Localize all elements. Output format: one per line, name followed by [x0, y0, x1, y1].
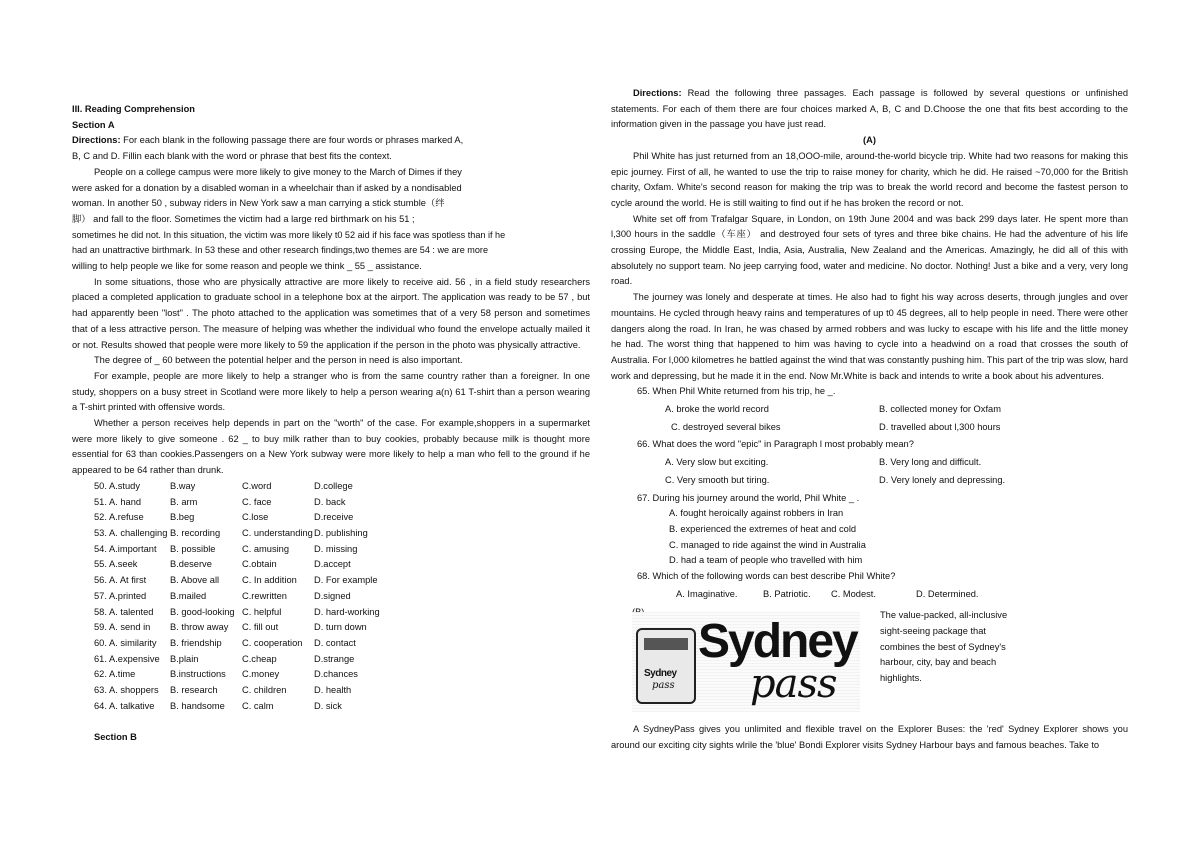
option: B. good-looking — [170, 606, 235, 617]
option: C. children — [242, 685, 287, 696]
cloze-options — [94, 479, 404, 715]
option-row — [94, 620, 404, 636]
option-row — [94, 652, 404, 668]
option: 53. A. challenging — [94, 527, 168, 538]
sydney-pass-block — [611, 608, 1128, 714]
option: B. handsome — [170, 700, 225, 711]
option: D. sick — [314, 700, 342, 711]
right-column — [611, 86, 1128, 754]
option: B. Above all — [170, 575, 220, 586]
option: C.money — [242, 669, 280, 680]
question-65 — [637, 384, 1128, 437]
option: D.college — [314, 480, 353, 491]
option: B.beg — [170, 512, 195, 523]
option: C. fill out — [242, 622, 279, 633]
passage-paragraph: White set off from Trafalgar Square, in London, on 19th June 2004 and was back 299 days later. He spent more than l,300 hours in the saddle（车座） and destroyed four sets of tyres and three bike chains. He had the adventure of his life crossing Europe, the Middle East, India, Asia, Australia, New Zealand and the Americas. Amazingly, he did all of this with absolutely no support team. No jeep carrying food, water and medicine. No doctor. Nothing! Just a bike and a very, very long road. — [611, 213, 1128, 287]
option-row — [94, 542, 404, 558]
option-row — [94, 526, 404, 542]
option: 50. A.study — [94, 480, 140, 491]
option: 54. A.important — [94, 543, 157, 554]
option-row — [94, 573, 404, 589]
option: C. understanding — [242, 527, 313, 538]
pass-intro: The value-packed, all-inclusive sight-seeing package that combines the best of Sydney's harbour, city, bay and beach highlights. — [880, 610, 1008, 684]
option: D. hard-working — [314, 606, 380, 617]
option: 57. A.printed — [94, 590, 147, 601]
section-title: III. Reading Comprehension — [72, 104, 195, 114]
option: 63. A. shoppers — [94, 685, 159, 696]
option: B.instructions — [170, 669, 226, 680]
option: D. had a team of people who travelled with him — [669, 555, 863, 566]
passage-line: sometimes he did not. In this situation, the victim was more likely t0 52 aid if his face was spotless than if he — [72, 229, 506, 240]
option: D. back — [314, 496, 346, 507]
option: C. In addition — [242, 575, 297, 586]
passage-paragraph: In some situations, those who are physically attractive are more likely to receive aid. 56 , in a field study researchers placed a completed application to graduate school in a telephone box at the airport. The application was ready to be 57 , but had apparently been "lost" . The photo attached to the application was sometimes that of a very 58 person and sometimes that of a less attractive person. The measure of helping was whether the individual who found the envelope actually mailed it or not. Results showed that people were more likely to 59 the application if the person in the photo was physically attractive. — [72, 276, 590, 350]
option: C.lose — [242, 512, 269, 523]
section-a-directions — [72, 133, 590, 149]
option: D. turn down — [314, 622, 367, 633]
passage-paragraph: The degree of _ 60 between the potential helper and the person in need is also important. — [94, 355, 463, 366]
option: 60. A. similarity — [94, 637, 157, 648]
question-options — [663, 400, 1061, 437]
option: 61. A.expensive — [94, 653, 160, 664]
option: A. fought heroically against robbers in Iran — [669, 508, 844, 519]
logo-subtitle: pass — [750, 661, 837, 708]
card-stripe — [644, 638, 688, 650]
option: C. helpful — [242, 606, 282, 617]
option: 58. A. talented — [94, 606, 154, 617]
question-68 — [637, 569, 1128, 604]
option: D.strange — [314, 653, 355, 664]
option-row — [94, 589, 404, 605]
question-options — [669, 506, 1128, 569]
option: D. missing — [314, 543, 358, 554]
option: B. throw away — [170, 622, 229, 633]
option: B.deserve — [170, 559, 212, 570]
option: C. Modest. — [831, 588, 876, 599]
passage-paragraph: The journey was lonely and desperate at times. He also had to fight his way across deserts, through jungles and over mountains. He cycled through heavy rains and temperatures of up t0 45 degrees, all to help people in need. There were other dangers along the road. In Iran, he was chased by armed robbers and was lucky to escape with his life and the little money he had. The worst thing that happened to him was having to cycle into a headwind on a road that crosses the south of Australia. For l,000 kilometres he battled against the wind that was constantly pushing him. This part of the trip was slow, hard work and depressing, but he made it in the end. Now Mr.White is back and intends to write a book about his adventures. — [611, 292, 1128, 381]
option: D. Very lonely and depressing. — [879, 474, 1006, 485]
option-row — [94, 479, 404, 495]
question-stem: 65. When Phil White returned from his trip, he _. — [637, 386, 836, 397]
option: B. recording — [170, 527, 221, 538]
directions-label: Directions: — [72, 135, 121, 146]
option: C. calm — [242, 700, 274, 711]
option: 56. A. At first — [94, 575, 147, 586]
option-row — [94, 510, 404, 526]
passage-paragraph: Whether a person receives help depends in part on the "worth" of the case. For example,shoppers in a supermarket were more likely to give someone . 62 _ to buy milk rather than to buy cookies, probably because milk is thought more essential for 63 than cookies.Passengers on a New York subway were more likely to help a man who fell to the ground if he appeared to be 64 rather than drunk. — [72, 418, 590, 476]
option: D.chances — [314, 669, 358, 680]
option: B.way — [170, 480, 196, 491]
option: D.signed — [314, 590, 351, 601]
option: A. Imaginative. — [676, 588, 738, 599]
passage-paragraph: A SydneyPass gives you unlimited and flexible travel on the Explorer Buses: the 'red' Sydney Explorer shows you around our exciting city sights wlrile the 'blue' Bondi Explorer visits Sydney Harbour bays and famous beaches. Take to — [611, 724, 1128, 750]
question-options — [674, 585, 1008, 605]
question-stem: 68. Which of the following words can best describe Phil White? — [637, 571, 896, 582]
option: C.rewritten — [242, 590, 287, 601]
passage-line: willing to help people we like for some reason and people we think _ 55 _ assistance. — [72, 261, 422, 272]
option: 51. A. hand — [94, 496, 142, 507]
option-row — [94, 495, 404, 511]
directions-text: Read the following three passages. Each passage is followed by several questions or unfinished statements. For each of them there are four choices marked A, B, C and D.Choose the one that fits best according to the information given in the passage you have just read. — [611, 88, 1128, 130]
left-column — [72, 102, 590, 746]
option-row — [94, 699, 404, 715]
passage-line: 脚） and fall to the floor. Sometimes the victim had a large red birthmark on his 51 ; — [72, 213, 415, 224]
option: C. amusing — [242, 543, 290, 554]
option: B.plain — [170, 653, 199, 664]
option: D.accept — [314, 559, 351, 570]
option: 52. A.refuse — [94, 512, 144, 523]
option: C.word — [242, 480, 272, 491]
passage-line: People on a college campus were more likely to give money to the March of Dimes if they — [94, 166, 462, 177]
option: A. broke the world record — [665, 404, 769, 415]
question-67 — [637, 491, 1128, 570]
card-text-pass: pass — [652, 680, 675, 692]
passage-paragraph: For example, people are more likely to help a stranger who is from the same country rather than a foreigner. In one study, shoppers on a busy street in Scotland were more likely to help a person wearing a(n) 61 T-shirt than a person wearing a T-shirt printed with offensive words. — [72, 370, 590, 413]
option: C.obtain — [242, 559, 277, 570]
option: C. destroyed several bikes — [671, 421, 781, 432]
option: B. collected money for Oxfam — [879, 404, 1001, 415]
passage-paragraph: Phil White has just returned from an 18,OOO-mile, around-the-world bicycle trip. White had two reasons for making this epic journey. First of all, he wanted to use the trip to raise money for charity, which he did. He raised ~70,000 for the British charity, Oxfam. White's second reason for making the trip was to break the world record and become the fastest person to cycle around the world. He is still waiting to find out if he has broken the record or not. — [611, 150, 1128, 208]
option: D. For example — [314, 575, 378, 586]
option-row — [94, 667, 404, 683]
option: B.mailed — [170, 590, 207, 601]
question-stem: 67. During his journey around the world, Phil White _ . — [637, 492, 860, 503]
option: 64. A. talkative — [94, 700, 155, 711]
option: D. publishing — [314, 527, 368, 538]
option: 59. A. send in — [94, 622, 151, 633]
section-b-directions — [611, 86, 1128, 133]
option: B. possible — [170, 543, 216, 554]
question-stem: 66. What does the word "epic" in Paragraph l most probably mean? — [637, 439, 914, 450]
option: D. health — [314, 685, 352, 696]
directions-continued: B, C and D. Fillin each blank with the word or phrase that best fits the context. — [72, 151, 392, 162]
passage-line: woman. In another 50 , subway riders in New York saw a man carrying a stick stumble（绊 — [72, 198, 445, 209]
option: C. Very smooth but tiring. — [665, 474, 770, 485]
sydney-pass-logo — [632, 612, 860, 712]
option-row — [94, 636, 404, 652]
passage-a-label: (A) — [863, 135, 876, 146]
option: B. experienced the extremes of heat and cold — [669, 523, 857, 534]
option: D. Determined. — [916, 588, 979, 599]
option: 62. A.time — [94, 669, 136, 680]
option: D. travelled about l,300 hours — [879, 421, 1001, 432]
pass-card-icon — [636, 628, 696, 704]
logo-title: Sydney — [698, 615, 857, 669]
option: C.cheap — [242, 653, 277, 664]
option: C. cooperation — [242, 637, 303, 648]
option: A. Very slow but exciting. — [665, 457, 769, 468]
option: D.receive — [314, 512, 354, 523]
option: C. managed to ride against the wind in Australia — [669, 539, 866, 550]
section-a-heading: Section A — [72, 119, 115, 130]
option: C. face — [242, 496, 272, 507]
option: B. Patriotic. — [763, 588, 811, 599]
directions-label: Directions: — [633, 88, 682, 98]
directions-text: For each blank in the following passage there are four words or phrases marked A, — [120, 135, 464, 146]
option-row — [94, 557, 404, 573]
option: B. research — [170, 685, 218, 696]
card-text-sydney: Sydney — [644, 668, 677, 680]
question-66 — [637, 437, 1128, 490]
option: D. contact — [314, 637, 356, 648]
option: 55. A.seek — [94, 559, 138, 570]
section-b-heading: Section B — [94, 732, 137, 743]
option: B. friendship — [170, 637, 222, 648]
option-row — [94, 683, 404, 699]
question-options — [663, 453, 1061, 490]
passage-line: had an unattractive birthmark. In 53 these and other research findings,two themes are 54 : we are more — [72, 245, 489, 256]
option-row — [94, 605, 404, 621]
option: B. arm — [170, 496, 198, 507]
option: B. Very long and difficult. — [879, 457, 982, 468]
passage-line: were asked for a donation by a disabled woman in a wheelchair than if asked by a nondisabled — [72, 182, 462, 193]
